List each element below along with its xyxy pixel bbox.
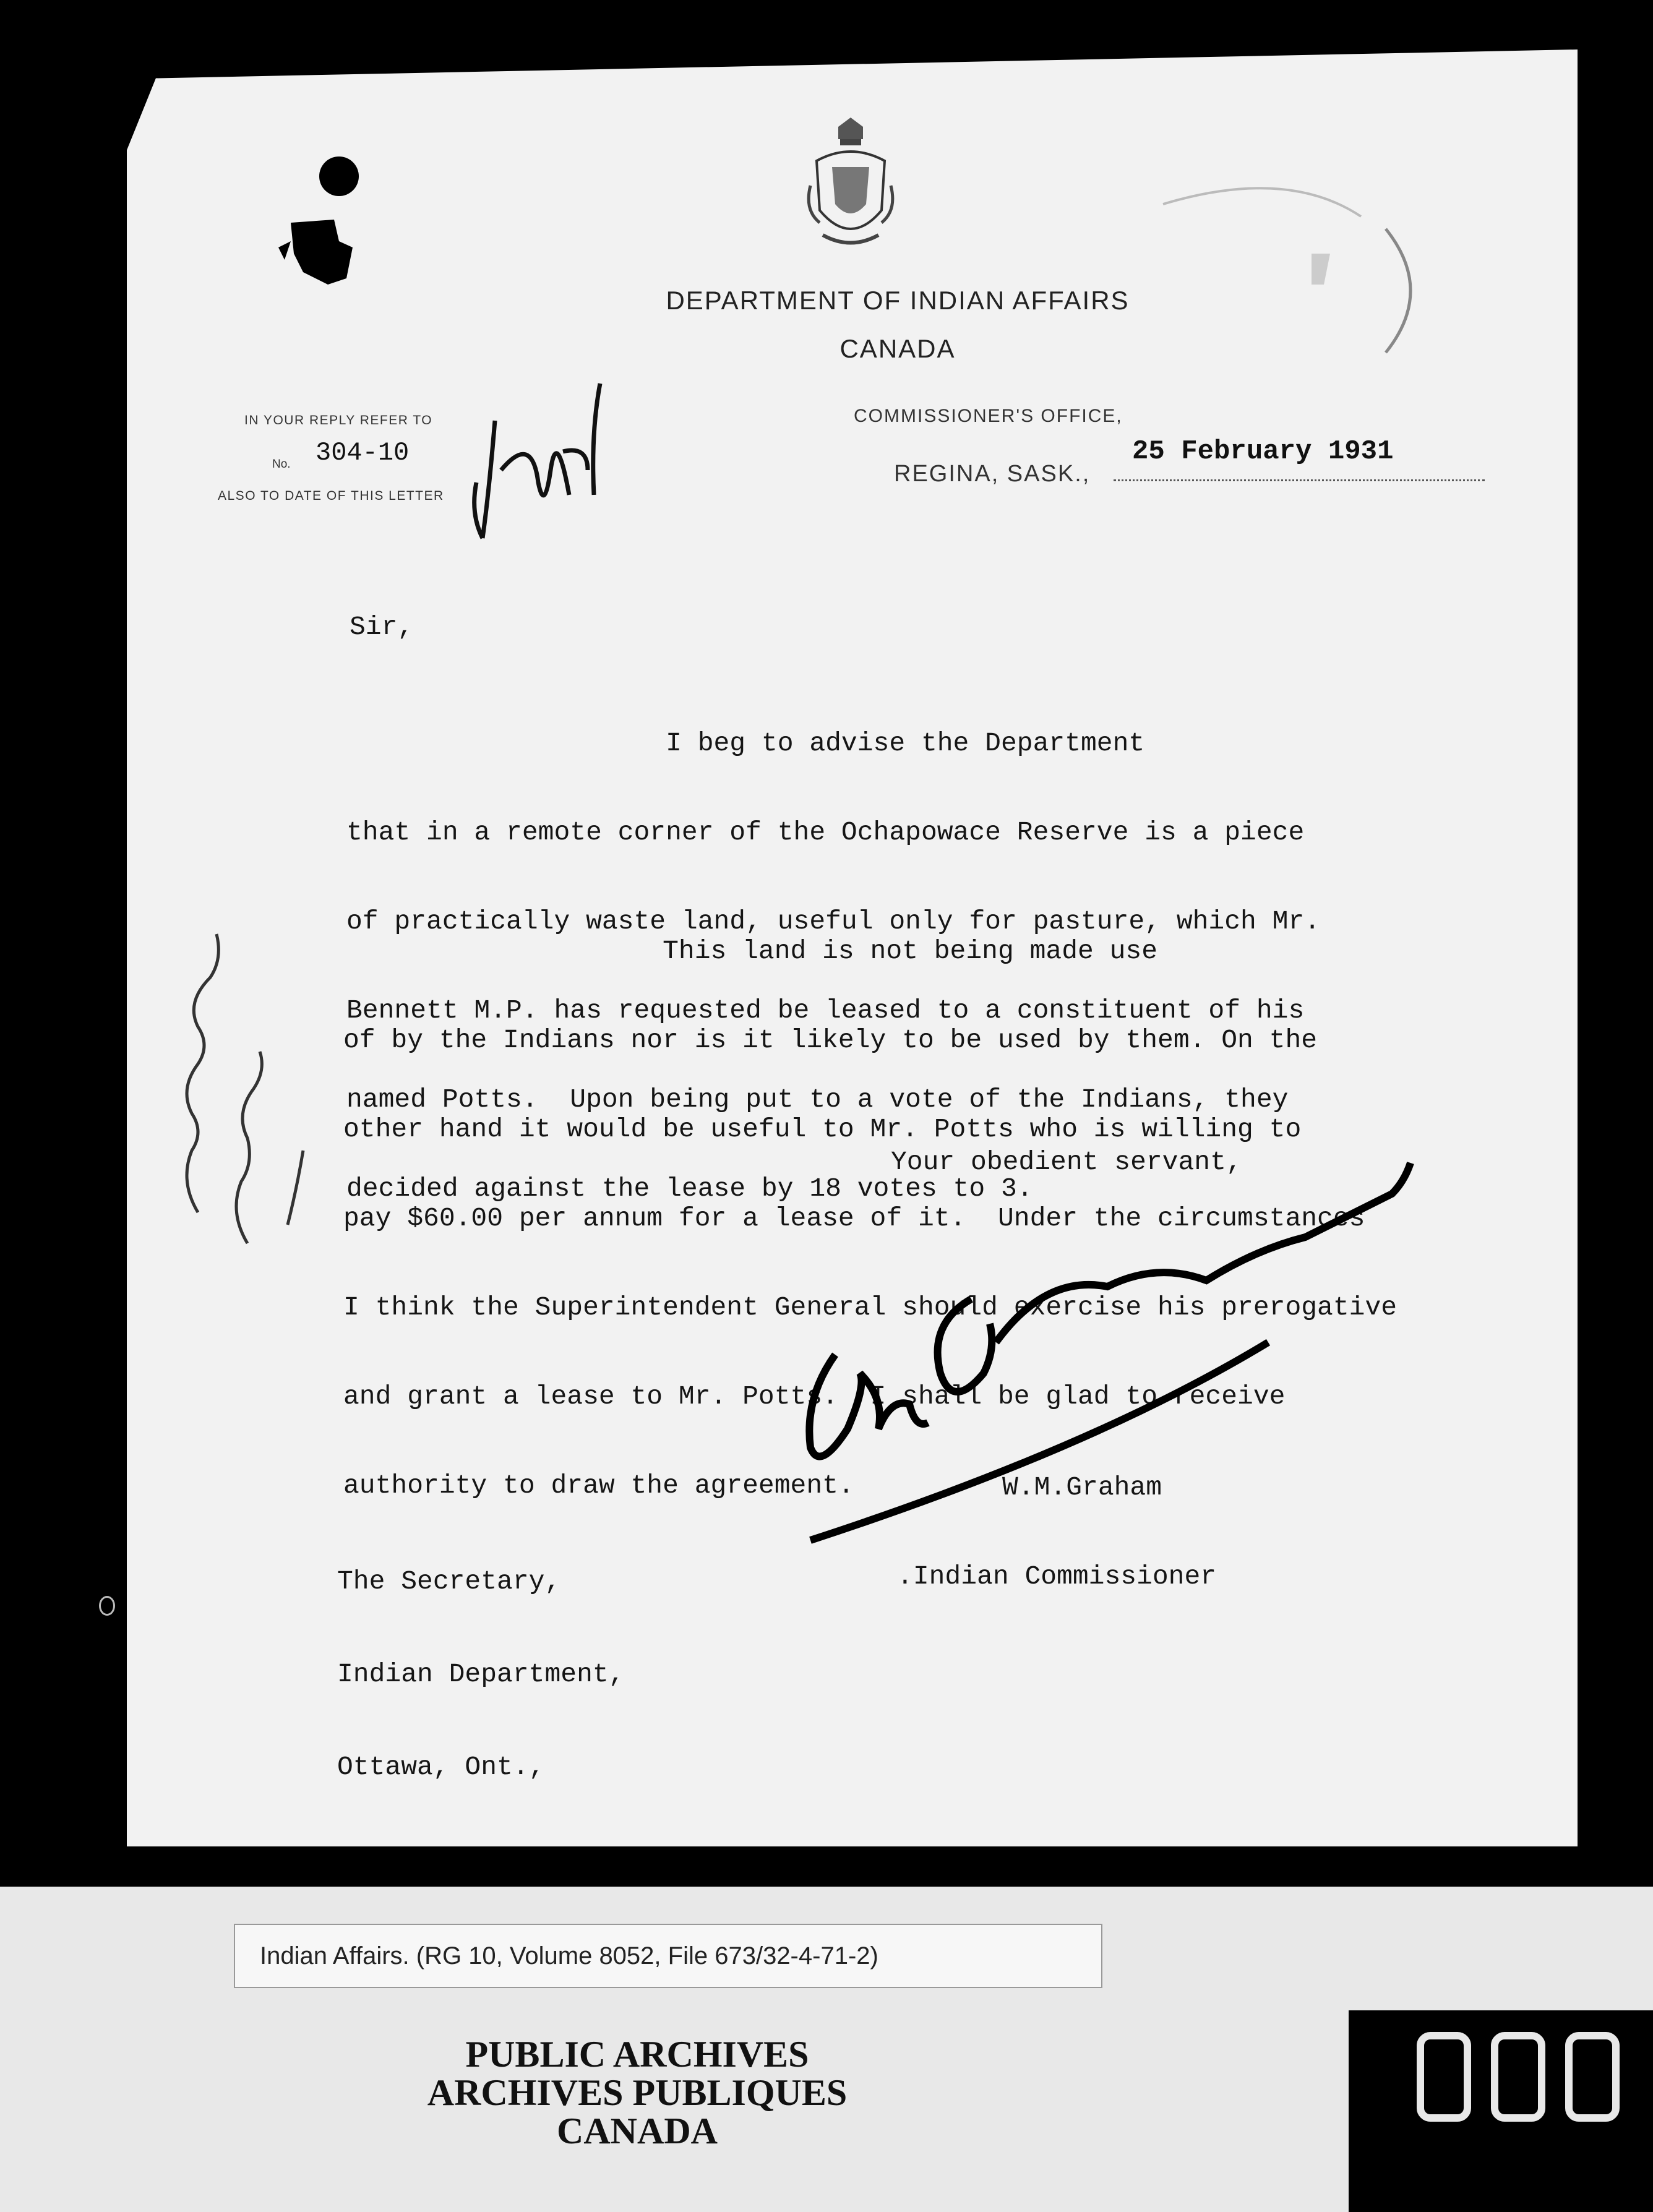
archives-line-3: CANADA: [557, 2111, 718, 2151]
addressee-line: Indian Department,: [337, 1659, 625, 1689]
addressee-line: Ottawa, Ont.,: [337, 1752, 545, 1782]
film-registration-mark: [99, 1596, 115, 1616]
handwritten-initials: [458, 371, 619, 557]
signer-name: W.M.Graham: [1002, 1472, 1162, 1503]
frame-counter-digit: [1565, 2032, 1620, 2122]
paragraph-1-line: that in a remote corner of the Ochapowace Reserve is a piece: [346, 817, 1305, 847]
reply-refer-label: IN YOUR REPLY REFER TO: [244, 413, 433, 427]
closing-phrase: Your obedient servant,: [891, 1147, 1242, 1177]
paragraph-2-line: I think the Superintendent General should exercise his prerogative: [343, 1292, 1398, 1322]
country-name: CANADA: [839, 334, 956, 363]
paragraph-1-line: Bennett M.P. has requested be leased to a constituent of his: [346, 995, 1305, 1026]
archive-reference: Indian Affairs. (RG 10, Volume 8052, File 673/32-4-71-2): [260, 1942, 878, 1970]
archives-line-2: ARCHIVES PUBLIQUES: [427, 2072, 848, 2113]
paragraph-2-line: authority to draw the agreement.: [343, 1470, 854, 1501]
paragraph-2-line: other hand it would be useful to Mr. Potts who is willing to: [343, 1114, 1302, 1144]
addressee-line: The Secretary,: [337, 1566, 561, 1597]
signer-title-text: Indian Commissioner: [912, 1561, 1217, 1592]
department-name: DEPARTMENT OF INDIAN AFFAIRS: [666, 286, 1130, 315]
paragraph-2-line: of by the Indians nor is it likely to be used by them. On the: [343, 1025, 1318, 1055]
reference-number: 304-10: [316, 438, 410, 468]
addressee-block: [337, 1504, 624, 1814]
number-label: No.: [272, 458, 291, 471]
paragraph-1-line: I beg to advise the Department: [346, 728, 1145, 758]
archives-line-1: PUBLIC ARCHIVES: [465, 2034, 809, 2075]
office-place: REGINA, SASK.,: [894, 461, 1091, 487]
paragraph-2-line: This land is not being made use: [343, 936, 1158, 966]
paragraph-2-line: and grant a lease to Mr. Potts. I shall be glad to receive: [343, 1381, 1286, 1412]
letter-date: 25 February 1931: [1132, 436, 1394, 467]
frame-counter-digit: [1491, 2032, 1545, 2122]
frame-counter-digit: [1417, 2032, 1471, 2122]
paragraph-1-line: decided against the lease by 18 votes to 3.: [346, 1173, 1033, 1204]
paragraph-1-line: of practically waste land, useful only for pasture, which Mr.: [346, 906, 1321, 937]
date-dotted-line: [1114, 479, 1485, 481]
coat-of-arms-crest: [804, 118, 897, 260]
salutation: Sir,: [350, 612, 414, 642]
paragraph-1-line: named Potts. Upon being put to a vote of the Indians, they: [346, 1084, 1289, 1115]
office-label: COMMISSIONER'S OFFICE,: [854, 406, 1123, 426]
paragraph-2-line: pay $60.00 per annum for a lease of it. Under the circumstances: [343, 1203, 1365, 1233]
signer-block: [897, 1413, 1216, 1621]
handwritten-margin-note: [155, 903, 340, 1274]
signer-title: .Indian Commissioner: [897, 1561, 1217, 1592]
also-date-label: ALSO TO DATE OF THIS LETTER: [218, 489, 444, 503]
